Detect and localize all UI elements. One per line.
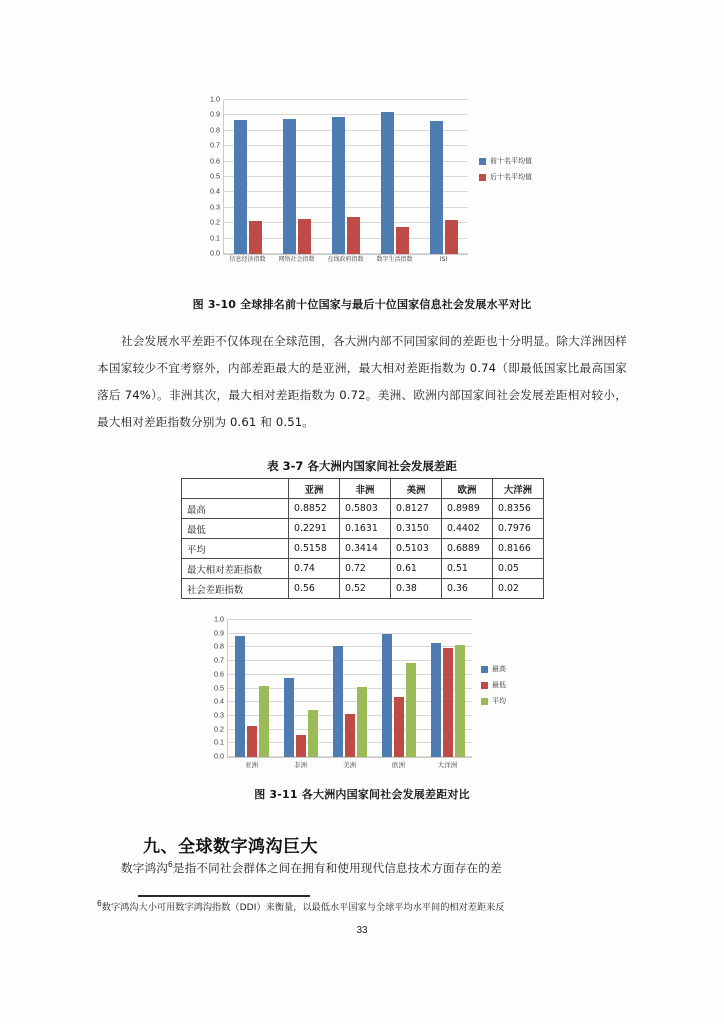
- body-paragraph-1: [97, 328, 627, 436]
- legend-item: [479, 156, 532, 166]
- legend-label: 前十名平均值: [490, 157, 532, 165]
- chart-3-10-x-axis-labels: [223, 257, 468, 263]
- y-axis-tick-label: 0.4: [210, 186, 220, 196]
- table-cell: 0.8989: [442, 499, 493, 519]
- bar: [234, 120, 247, 254]
- table-cell: 0.74: [289, 559, 340, 579]
- paragraph-1-text: 社会发展水平差距不仅体现在全球范围，各大洲内部不同国家间的差距也十分明显。除大洋洲因样本国家较少不宜考察外，内部差距最大的是亚洲，最大相对差距指数为 0.74（即最低国家比最高国家落后 74%）。非洲其次，最大相对差距指数为 0.72。美洲、欧洲内部国家间社会发展差距相对较小，最大相对差距指数分别为 0.61 和 0.51。: [97, 334, 627, 429]
- x-axis-tick-label: 欧洲: [392, 761, 405, 769]
- table-cell: 0.8852: [289, 499, 340, 519]
- table-row-header: 社会差距指数: [182, 579, 289, 599]
- legend-label: 后十名平均值: [490, 173, 532, 181]
- table-corner-cell: [182, 479, 289, 499]
- bar: [396, 227, 409, 254]
- table-row-header: 最大相对差距指数: [182, 559, 289, 579]
- table-cell: 0.8356: [493, 499, 544, 519]
- legend-item: [481, 696, 506, 706]
- y-axis-tick-label: 0.7: [210, 140, 220, 150]
- bar-group: [273, 100, 322, 254]
- legend-color-swatch: [479, 158, 486, 165]
- legend-label: 最高: [492, 665, 506, 673]
- table-column-header: 非洲: [340, 479, 391, 499]
- table-3-7-head: [182, 479, 544, 499]
- chart-3-10-plot-area: [210, 94, 468, 258]
- footnote-marker: 6: [97, 898, 102, 908]
- footnote-separator: [138, 895, 310, 897]
- legend-item: [481, 680, 506, 690]
- table-cell: 0.05: [493, 559, 544, 579]
- table-row-header: 最高: [182, 499, 289, 519]
- y-axis-tick-label: 0.6: [210, 156, 220, 166]
- legend-item: [481, 664, 506, 674]
- x-axis-tick-label: 信息经济指数: [229, 256, 266, 263]
- table-cell: 0.38: [391, 579, 442, 599]
- bar-group: [419, 100, 468, 254]
- bar-group: [326, 620, 375, 757]
- y-axis-tick-label: 1.0: [214, 614, 224, 624]
- x-axis-tick-label: 亚洲: [245, 761, 258, 769]
- table-cell: 0.56: [289, 579, 340, 599]
- table-row: [182, 559, 544, 579]
- table-row-header: 平均: [182, 539, 289, 559]
- chart-3-10-bars: [224, 100, 468, 254]
- bar: [332, 117, 345, 254]
- table-column-header: 亚洲: [289, 479, 340, 499]
- table-cell: 0.2291: [289, 519, 340, 539]
- x-axis-tick-label: 非洲: [294, 761, 307, 769]
- table-3-7-body: [182, 499, 544, 599]
- table-cell: 0.5158: [289, 539, 340, 559]
- y-axis-tick-label: 0.0: [214, 751, 224, 761]
- y-axis-tick-label: 0.5: [214, 683, 224, 692]
- table-cell: 0.61: [391, 559, 442, 579]
- bar: [284, 678, 294, 758]
- table-cell: 0.02: [493, 579, 544, 599]
- chart-3-10-legend: [479, 156, 532, 182]
- chart-3-11-plot-area: [214, 614, 472, 761]
- table-cell: 0.5803: [340, 499, 391, 519]
- legend-color-swatch: [479, 174, 486, 181]
- table-3-7: [181, 478, 544, 599]
- table-cell: 0.51: [442, 559, 493, 579]
- x-axis-tick-label: 数字生活指数: [376, 256, 413, 263]
- y-axis-tick-label: 1.0: [210, 94, 220, 104]
- table-cell: 0.4402: [442, 519, 493, 539]
- y-axis-tick-label: 0.7: [214, 655, 224, 665]
- x-axis-tick-label: 网络社会指数: [278, 256, 315, 263]
- table-cell: 0.72: [340, 559, 391, 579]
- x-axis-tick-label: 大洋洲: [437, 761, 458, 769]
- bar: [394, 697, 404, 757]
- legend-color-swatch: [481, 698, 488, 705]
- bar: [381, 112, 394, 254]
- y-axis-tick-label: 0.0: [210, 248, 220, 258]
- chart-3-11-bars: [228, 620, 472, 757]
- paragraph-2-text-before: 数字鸿沟: [121, 861, 168, 875]
- bar: [347, 217, 360, 254]
- bar-group: [224, 100, 273, 254]
- y-axis-tick-label: 0.8: [210, 125, 220, 135]
- table-column-header: 大洋洲: [493, 479, 544, 499]
- bar: [430, 121, 443, 254]
- bar: [382, 634, 392, 757]
- bar: [259, 686, 269, 757]
- y-axis-tick-label: 0.3: [210, 202, 220, 212]
- bar: [333, 646, 343, 757]
- table-3-7-title: 表 3-7 各大洲内国家间社会发展差距: [267, 459, 457, 473]
- bar-group: [374, 620, 423, 757]
- y-axis-tick-label: 0.9: [214, 628, 224, 638]
- table-cell: 0.5103: [391, 539, 442, 559]
- table-row: [182, 539, 544, 559]
- table-cell: 0.52: [340, 579, 391, 599]
- y-axis-tick-label: 0.8: [214, 641, 224, 651]
- section-heading: 九、全球数字鸿沟巨大: [143, 837, 318, 858]
- legend-color-swatch: [481, 682, 488, 689]
- table-cell: 0.7976: [493, 519, 544, 539]
- bar-group: [322, 100, 371, 254]
- table-cell: 0.8166: [493, 539, 544, 559]
- table-cell: 0.8127: [391, 499, 442, 519]
- chart-figure-3-11: [185, 612, 545, 787]
- table-cell: 0.1631: [340, 519, 391, 539]
- bar: [357, 687, 367, 757]
- legend-label: 最低: [492, 681, 506, 689]
- y-axis-tick-label: 0.1: [214, 737, 224, 747]
- y-axis-tick-label: 0.5: [210, 171, 220, 181]
- table-row: [182, 499, 544, 519]
- bar: [345, 714, 355, 757]
- table-cell: 0.6889: [442, 539, 493, 559]
- y-axis-tick-label: 0.3: [214, 710, 224, 720]
- bar-group: [423, 620, 472, 757]
- table-cell: 0.3414: [340, 539, 391, 559]
- bar: [443, 648, 453, 757]
- table-row: [182, 519, 544, 539]
- chart-3-11-x-axis-labels: [227, 762, 472, 769]
- y-axis-tick-label: 0.6: [214, 669, 224, 679]
- bar: [249, 221, 262, 254]
- table-header-row: [182, 479, 544, 499]
- bar: [406, 663, 416, 757]
- y-axis-tick-label: 0.2: [214, 724, 224, 734]
- footnote-text: 数字鸿沟大小可用数字鸿沟指数（DDI）来衡量，以最低水平国家与全球平均水平间的相对差距来反: [101, 902, 505, 913]
- bar: [235, 636, 245, 757]
- page-number: 33: [356, 925, 368, 936]
- x-axis-tick-label: ISI: [439, 256, 448, 263]
- figure-3-10-caption: 图 3-10 全球排名前十位国家与最后十位国家信息社会发展水平对比: [192, 298, 532, 311]
- figure-3-11-caption: 图 3-11 各大洲内国家间社会发展差距对比: [254, 788, 470, 801]
- x-axis-tick-label: 在线政府指数: [327, 256, 364, 263]
- bar: [296, 735, 306, 757]
- x-axis-tick-label: 美洲: [343, 761, 356, 769]
- y-axis-tick-label: 0.9: [210, 109, 220, 119]
- bar: [283, 119, 296, 254]
- bar: [445, 220, 458, 254]
- bar: [247, 726, 257, 757]
- bar-group: [277, 620, 326, 757]
- body-paragraph-2: [97, 855, 627, 882]
- table-column-header: 美洲: [391, 479, 442, 499]
- footnote: [97, 898, 633, 915]
- legend-item: [479, 172, 532, 182]
- y-axis-tick-label: 0.4: [214, 696, 224, 706]
- y-axis-tick-label: 0.2: [210, 217, 220, 227]
- bar: [308, 710, 318, 757]
- legend-color-swatch: [481, 666, 488, 673]
- table-row: [182, 579, 544, 599]
- table-row-header: 最低: [182, 519, 289, 539]
- bar: [455, 645, 465, 757]
- footnote-reference-marker[interactable]: 6: [167, 860, 173, 870]
- bar: [298, 219, 311, 254]
- chart-3-11-legend: [481, 664, 506, 706]
- bar-group: [228, 620, 277, 757]
- table-column-header: 欧洲: [442, 479, 493, 499]
- bar-group: [370, 100, 419, 254]
- y-axis-tick-label: 0.1: [210, 233, 220, 243]
- paragraph-2-text-after: 是指不同社会群体之间在拥有和使用现代信息技术方面存在的差: [172, 861, 502, 875]
- table-cell: 0.3150: [391, 519, 442, 539]
- legend-label: 平均: [492, 697, 506, 705]
- table-cell: 0.36: [442, 579, 493, 599]
- bar: [431, 643, 441, 757]
- chart-figure-3-10: [185, 92, 545, 287]
